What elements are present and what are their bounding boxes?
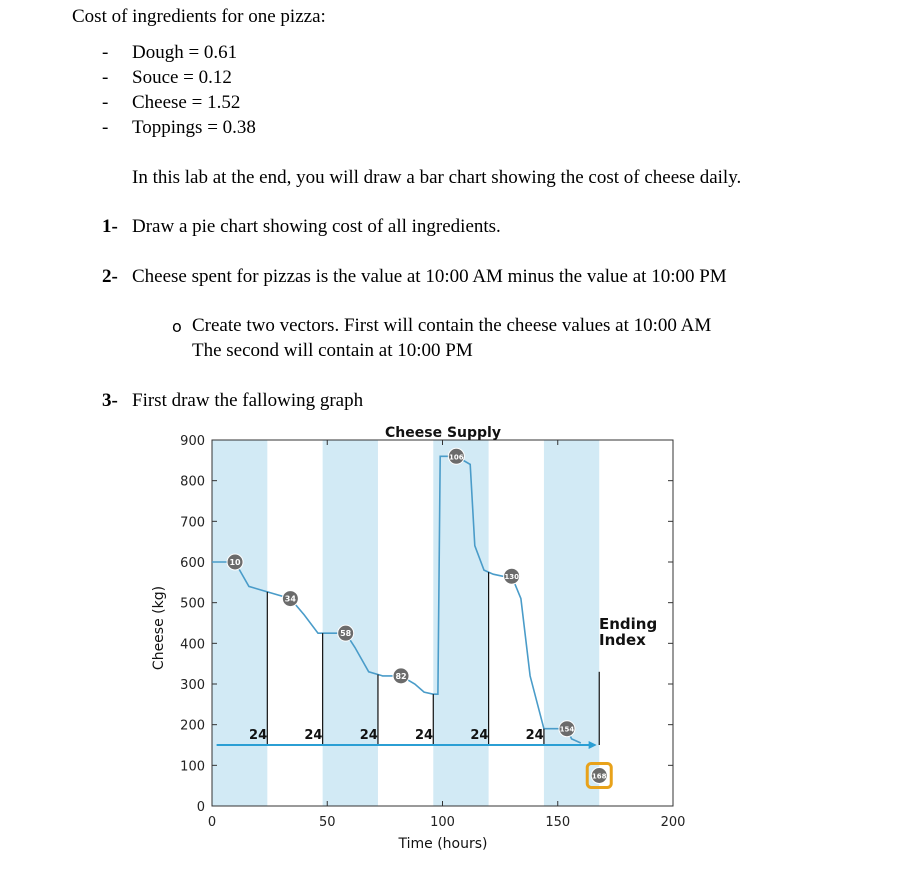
time-marker-label: 34 — [284, 594, 296, 604]
time-marker-label: 106 — [449, 453, 464, 462]
intro-paragraph: In this lab at the end, you will draw a bar chart showing the cost of cheese daily. — [132, 167, 742, 188]
ingredient-item: Cheese = 1.52 — [132, 92, 241, 113]
y-tick-label: 200 — [180, 718, 205, 734]
sub-bullet-text-continued: The second will contain at 10:00 PM — [192, 340, 473, 361]
chart-title: Cheese Supply — [385, 425, 501, 441]
ingredient-item: Toppings = 0.38 — [132, 117, 256, 138]
document-heading: Cost of ingredients for one pizza: — [72, 6, 326, 27]
x-tick-label: 50 — [318, 815, 336, 830]
y-tick-label: 600 — [180, 556, 205, 571]
y-tick-label: 0 — [196, 800, 205, 815]
step-text: First draw the fallowing graph — [132, 390, 364, 411]
shaded-band — [544, 440, 599, 806]
time-marker-label: 82 — [395, 671, 407, 681]
annotation-index: Index — [599, 631, 646, 649]
time-marker-label: 58 — [340, 629, 352, 639]
sub-bullet-circle: o — [172, 317, 182, 336]
time-marker-label: 168 — [591, 772, 607, 781]
shaded-band — [433, 440, 488, 806]
step-number: 2- — [102, 266, 118, 287]
cheese-supply-chart — [140, 418, 740, 858]
y-tick-label: 400 — [180, 637, 205, 653]
ingredient-item: Dough = 0.61 — [132, 42, 238, 63]
interval-label: 24 — [359, 728, 378, 743]
y-tick-label: 900 — [180, 434, 205, 449]
y-tick-label: 500 — [180, 596, 205, 612]
x-tick-label: 150 — [545, 815, 571, 830]
step-text: Draw a pie chart showing cost of all ingredients. — [132, 216, 501, 237]
y-tick-label: 100 — [180, 759, 205, 775]
x-tick-label: 100 — [430, 815, 455, 830]
step-text: Cheese spent for pizzas is the value at 10:00 AM minus the value at 10:00 PM — [132, 266, 727, 287]
time-marker-label: 130 — [504, 573, 519, 582]
time-marker-label: 10 — [229, 558, 241, 567]
y-axis-label: Cheese (kg) — [151, 585, 167, 671]
list-bullet: - — [102, 92, 109, 113]
interval-label: 24 — [249, 728, 268, 743]
step-number: 3- — [102, 390, 118, 411]
x-tick-label: 0 — [207, 815, 217, 830]
time-marker-label: 154 — [559, 725, 575, 734]
x-axis-label: Time (hours) — [398, 836, 488, 852]
shaded-band — [323, 440, 378, 806]
interval-label: 24 — [470, 728, 489, 743]
y-tick-label: 700 — [180, 515, 205, 531]
annotation-ending: Ending — [599, 615, 658, 633]
sub-bullet-text: Create two vectors. First will contain the cheese values at 10:00 AM — [192, 315, 712, 336]
y-tick-label: 800 — [180, 474, 205, 490]
y-tick-label: 300 — [180, 678, 205, 693]
ingredient-item: Souce = 0.12 — [132, 67, 232, 88]
shaded-band — [212, 440, 267, 806]
interval-label: 24 — [525, 728, 544, 743]
x-tick-label: 200 — [660, 815, 686, 830]
interval-label: 24 — [415, 728, 434, 743]
list-bullet: - — [102, 67, 109, 88]
interval-label: 24 — [304, 728, 323, 743]
list-bullet: - — [102, 117, 109, 138]
list-bullet: - — [102, 42, 109, 63]
step-number: 1- — [102, 216, 118, 237]
